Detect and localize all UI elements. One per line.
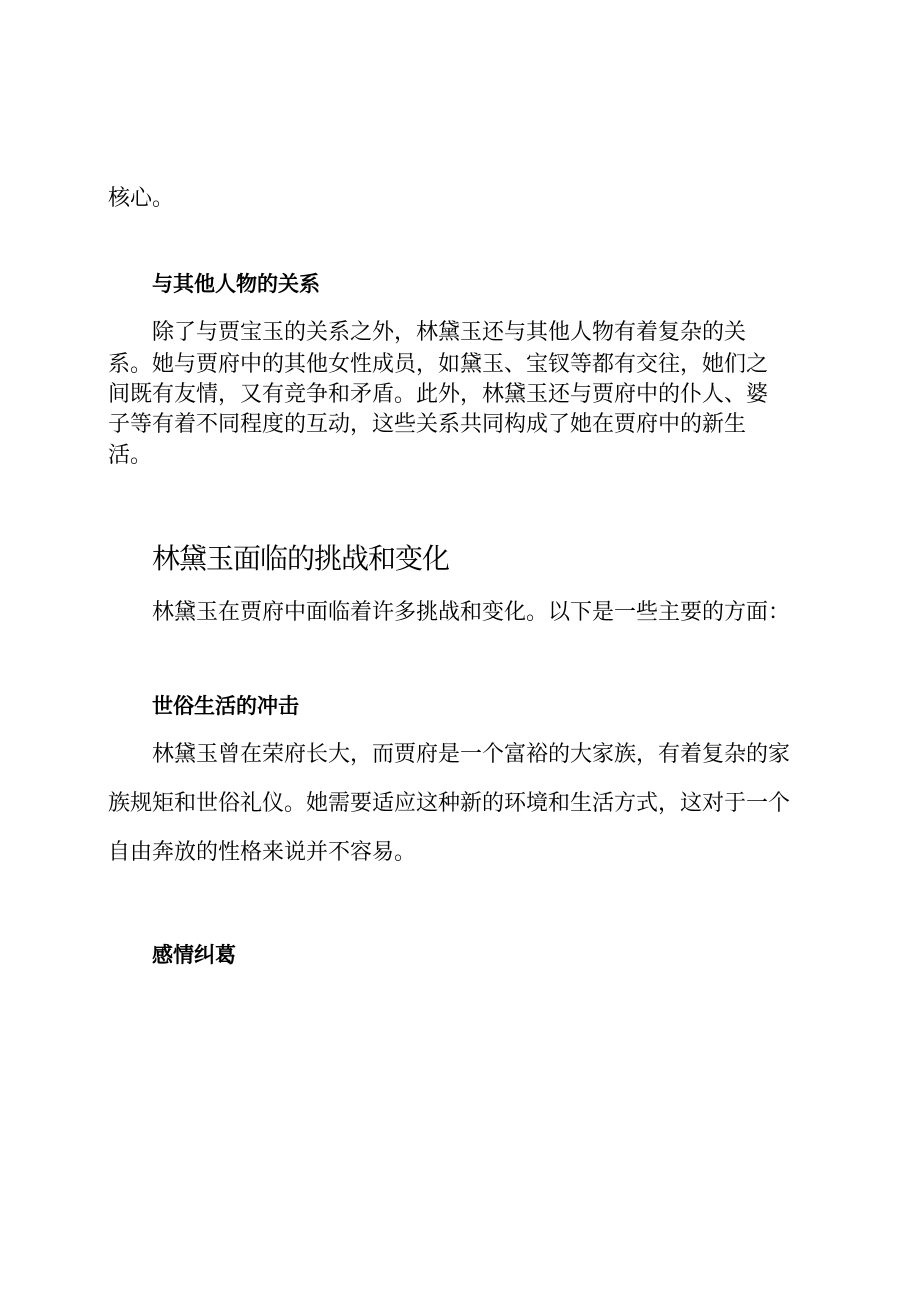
carryover-text: 核心。 [108,186,175,211]
paragraph-line: 子等有着不同程度的互动，这些关系共同构成了她在贾府中的新生 [108,412,747,437]
section-title-challenges: 林黛玉面临的挑战和变化 [152,542,450,575]
paragraph-line: 自由奔放的性格来说并不容易。 [108,840,417,865]
paragraph-line: 系。她与贾府中的其他女性成员，如黛玉、宝钗等都有交往，她们之 [108,352,769,377]
paragraph-line: 族规矩和世俗礼仪。她需要适应这种新的环境和生活方式，这对于一个 [108,791,791,816]
heading-secular-life: 世俗生活的冲击 [152,694,299,718]
heading-emotional-entanglement: 感情纠葛 [152,943,236,967]
paragraph-line: 间既有友情，又有竞争和矛盾。此外，林黛玉还与贾府中的仆人、婆 [108,382,769,407]
paragraph-line: 活。 [108,443,153,468]
paragraph-line: 除了与贾宝玉的关系之外，林黛玉还与其他人物有着复杂的关 [152,320,747,345]
intro-line: 林黛玉在贾府中面临着许多挑战和变化。以下是一些主要的方面： [152,600,791,625]
heading-relations: 与其他人物的关系 [152,272,320,296]
paragraph-line: 林黛玉曾在荣府长大，而贾府是一个富裕的大家族，有着复杂的家 [152,742,791,767]
